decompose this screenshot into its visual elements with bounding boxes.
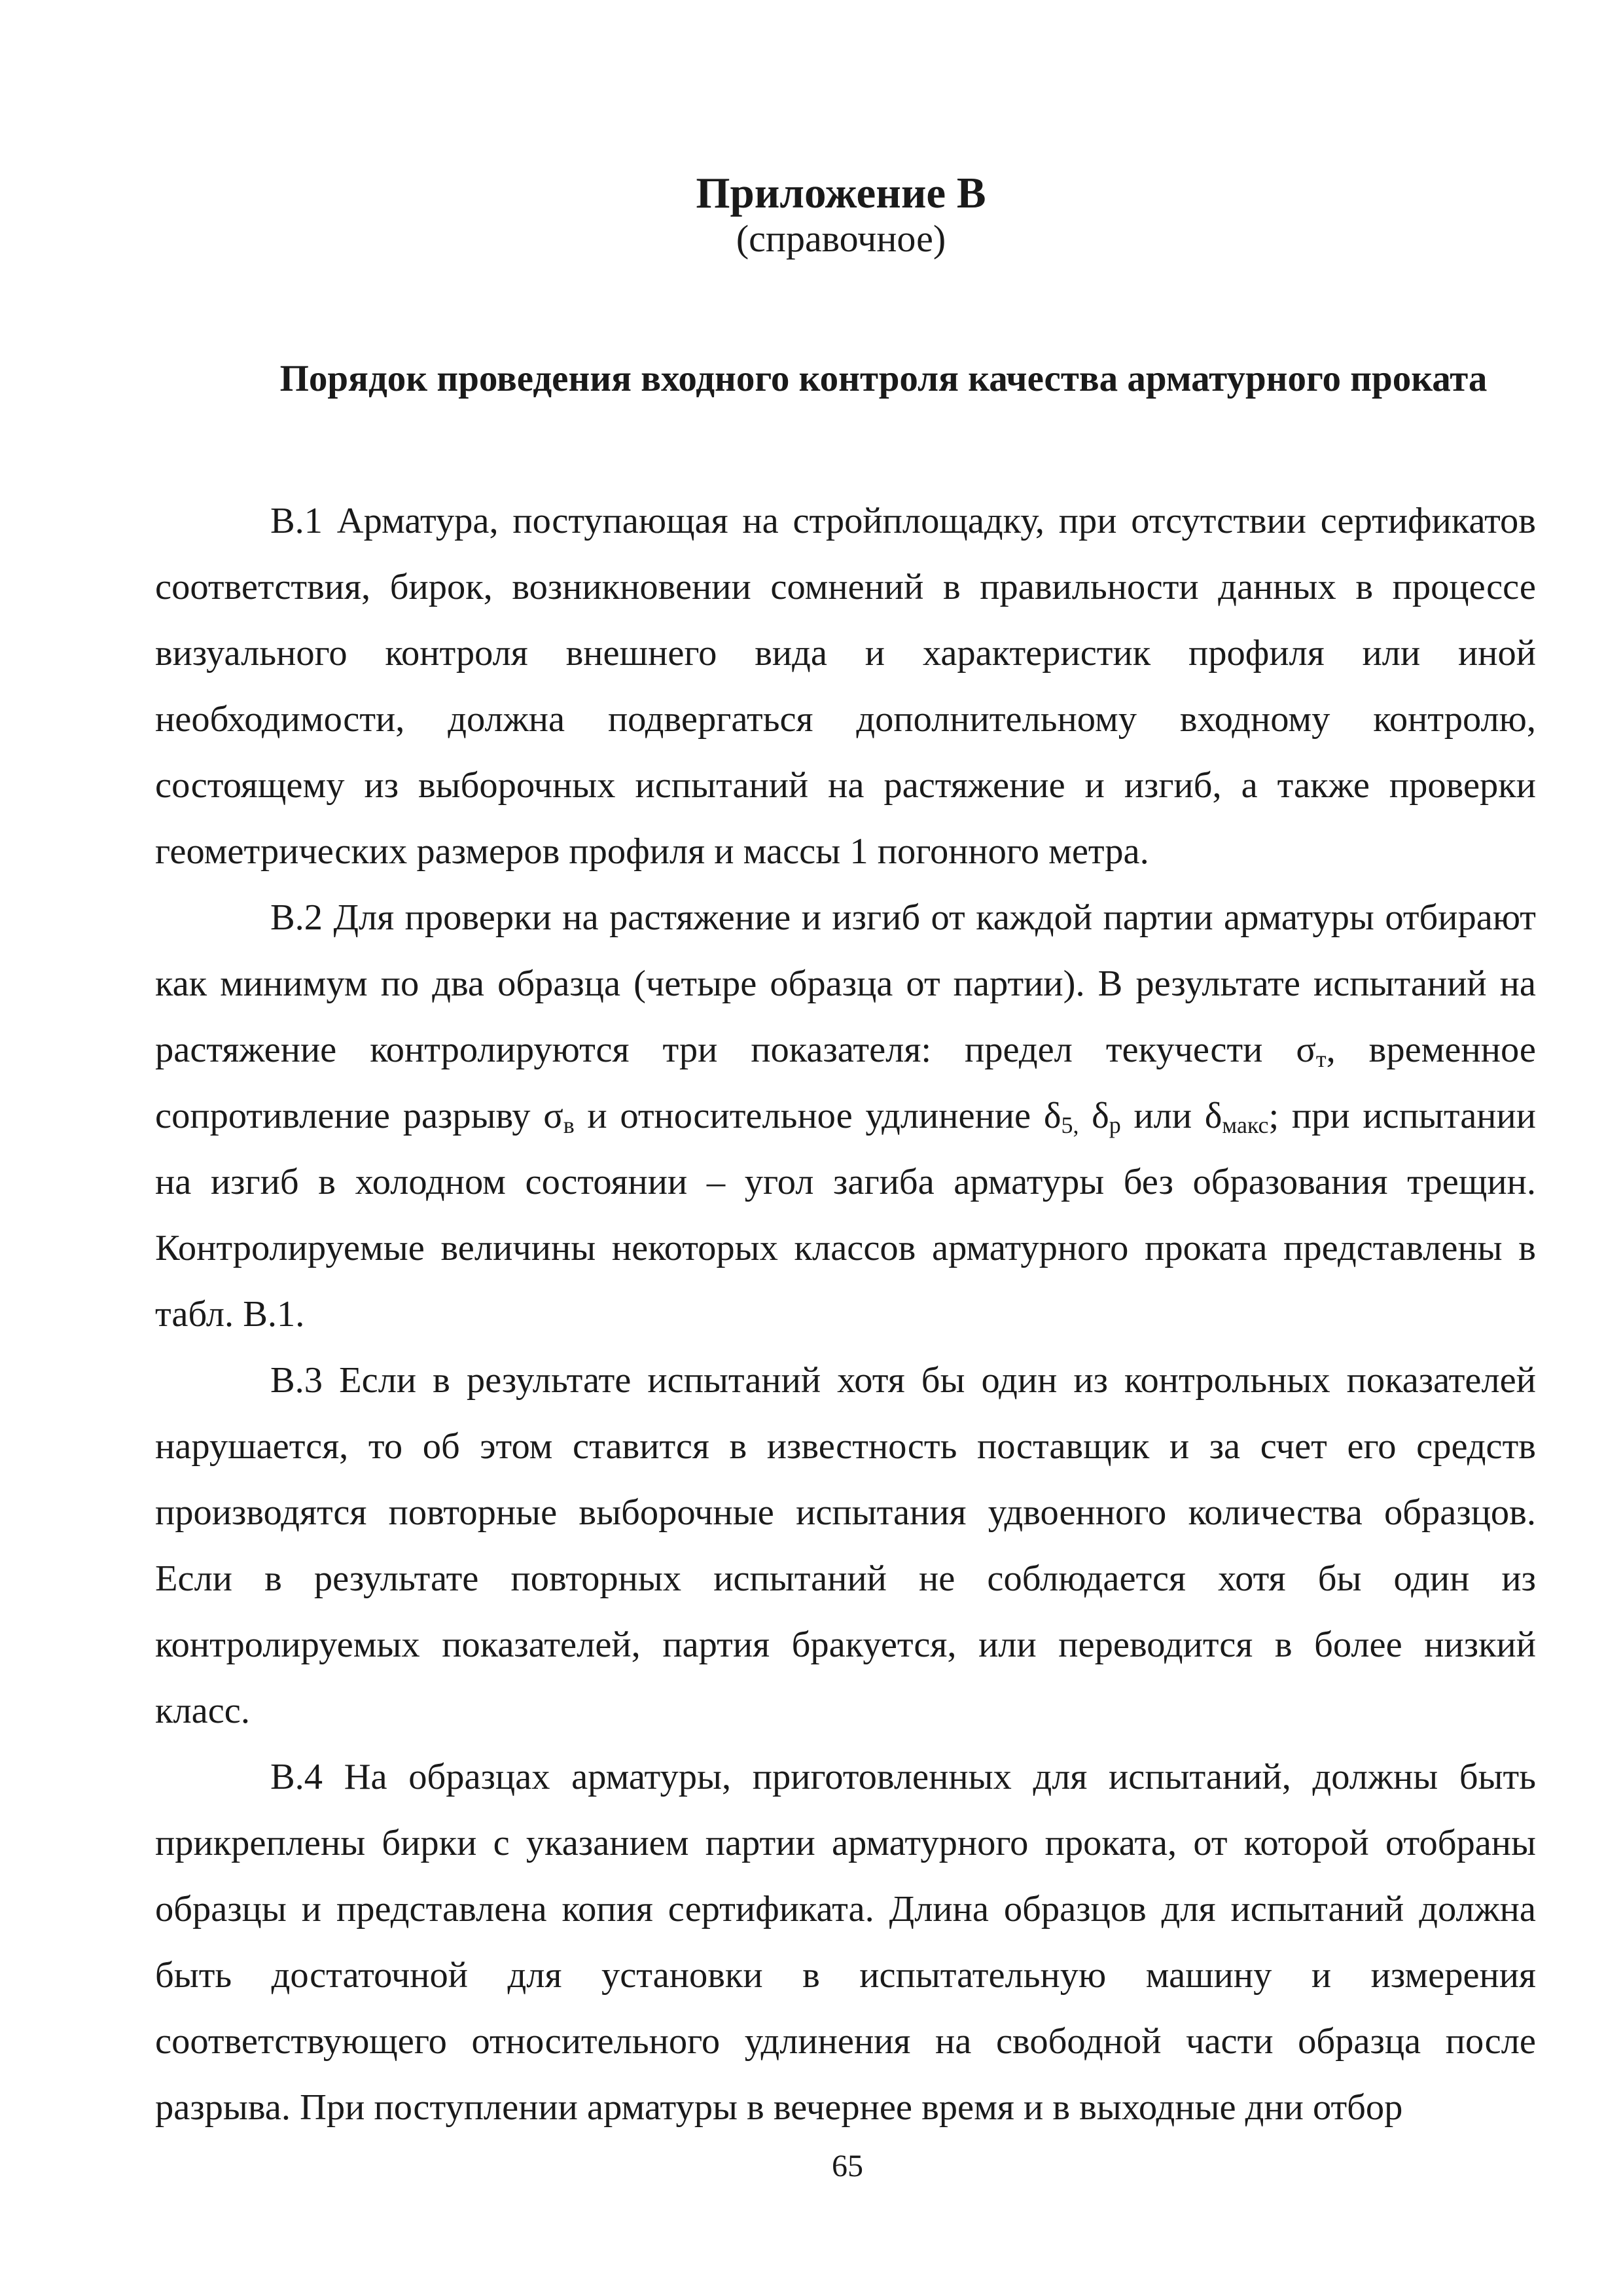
b2-text-2: , временное сопротивление разрыву σ bbox=[155, 1030, 1536, 1136]
b2-text-1: В.2 Для проверки на растяжение и изгиб от каждой партии арматуры отбирают как минимум по два образца (четыре образца от партии). В результате испытаний на растяжение контролируются три показателя: предел текучести σ bbox=[155, 897, 1536, 1070]
appendix-subtitle: (справочное) bbox=[736, 217, 946, 260]
b2-text-5: или δ bbox=[1120, 1096, 1222, 1136]
subscript-p: р bbox=[1109, 1112, 1121, 1138]
subscript-5: 5, bbox=[1061, 1112, 1079, 1138]
paragraph-b4: В.4 На образцах арматуры, приготовленных для испытаний, должны быть прикреплены бирки с указанием партии арматурного проката, от которой отобраны образцы и представлена копия сертификата. Длина образцов для испытаний должна быть достаточной для установки в испытательную машину и измерения соответствующего относительного удлинения на свободной части образца после разрыва. При поступлении арматуры в вечернее время и в выходные дни отбор bbox=[155, 1757, 1536, 2128]
page-number: 65 bbox=[832, 2149, 863, 2183]
subscript-max: макс bbox=[1222, 1112, 1269, 1138]
paragraph-b3: В.3 Если в результате испытаний хотя бы один из контрольных показателей нарушается, то об этом ставится в известность поставщик и за счет его средств производятся повторные выборочные испытания удвоенного количества образцов. Если в результате повторных испытаний не соблюдается хотя бы один из контролируемых показателей, партия бракуется, или переводится в более низкий класс. bbox=[155, 1360, 1536, 1731]
subscript-t: т bbox=[1315, 1046, 1327, 1072]
b2-text-4: δ bbox=[1079, 1096, 1109, 1136]
b2-text-6: ; при испытании на изгиб в холодном состоянии – угол загиба арматуры без образования трещин. Контролируемые величины некоторых классов арматурного проката представлены в табл. В.1. bbox=[155, 1096, 1536, 1335]
body-text bbox=[155, 488, 1536, 2141]
section-heading: Порядок проведения входного контроля качества арматурного проката bbox=[279, 358, 1488, 399]
appendix-title: Приложение В bbox=[696, 169, 986, 217]
subscript-v: в bbox=[563, 1112, 575, 1138]
b2-text-3: и относительное удлинение δ bbox=[574, 1096, 1061, 1136]
paragraph-b1: В.1 Арматура, поступающая на стройплощадку, при отсутствии сертификатов соответствия, бирок, возникновении сомнений в правильности данных в процессе визуального контроля внешнего вида и характеристик профиля или иной необходимости, должна подвергаться дополнительному входному контролю, состоящему из выборочных испытаний на растяжение и изгиб, а также проверки геометрических размеров профиля и массы 1 погонного метра. bbox=[155, 501, 1536, 872]
paragraph-b2 bbox=[155, 885, 1536, 1348]
